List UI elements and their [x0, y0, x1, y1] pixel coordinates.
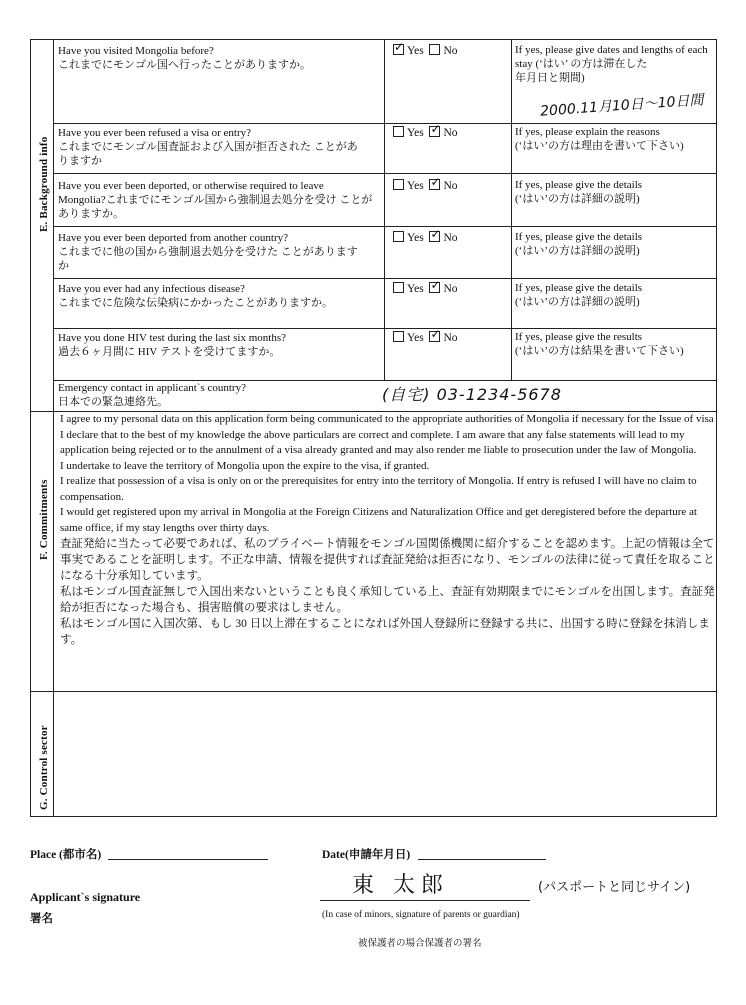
minor-note-en: (In case of minors, signature of parents or guardian): [322, 910, 520, 920]
yes-checkbox[interactable]: [393, 179, 404, 190]
detail-text-jp: (‘はい’の方は詳細の説明): [515, 296, 640, 308]
signature-field-line[interactable]: [320, 900, 530, 901]
row-divider: [53, 123, 716, 124]
detail-text-jp: (‘はい’の方は詳細の説明): [515, 193, 640, 205]
answer-visited-mongolia: [393, 44, 458, 57]
question-text-en: Have you visited Mongolia before?: [58, 45, 214, 57]
detail-visited-mongolia: [515, 43, 713, 85]
detail-text-jp: (‘はい’の方は詳細の説明): [515, 245, 640, 257]
question-text-jp: Mongolia?これまでにモンゴル国から強制退去処分を受け ことがありますか。: [58, 194, 373, 220]
answer-refused-visa: [393, 126, 458, 139]
date-field-line[interactable]: [418, 859, 546, 860]
answer-infectious-disease: [393, 282, 458, 295]
question-text-jp: これまでにモンゴル国査証および入国が拒否された ことがありますか: [58, 141, 358, 167]
no-checkbox[interactable]: [429, 331, 440, 342]
no-checkbox[interactable]: [429, 179, 440, 190]
no-label: No: [443, 45, 458, 57]
answer-column-divider: [384, 40, 385, 381]
emergency-text-jp: 日本での緊急連絡先。: [58, 396, 168, 408]
yes-label: Yes: [407, 283, 424, 295]
detail-text-en: If yes, please explain the reasons: [515, 126, 660, 138]
no-label: No: [443, 180, 458, 192]
commitment-paragraph: I would get registered upon my arrival in Mongolia at the Foreign Citizens and Naturalization Office and get deregistered before the departure at same office, if my stay lengths over thirty days.: [60, 506, 697, 534]
yes-checkbox[interactable]: [393, 126, 404, 137]
commitment-paragraph: I realize that possession of a visa is only on or the prerequisites for entry into the territory of Mongolia. If entry is refused I will have no claim to compensation.: [60, 475, 697, 503]
minor-note-jp: 被保護者の場合保護者の署名: [358, 939, 482, 949]
question-text-jp: これまでに危険な伝染病にかかったことがありますか。: [58, 297, 333, 309]
section-label-background: E. Background info: [38, 136, 50, 232]
row-divider: [53, 226, 716, 227]
question-refused-visa: [58, 126, 358, 168]
yes-label: Yes: [407, 232, 424, 244]
answer-hiv-test: [393, 331, 458, 344]
no-checkbox[interactable]: [429, 282, 440, 293]
question-text-en: Have you ever been deported from another country?: [58, 232, 288, 244]
detail-text-en: If yes, please give the details: [515, 179, 643, 191]
commitment-paragraph: I agree to my personal data on this application form being communicated to the appropriate authorities of Mongolia if necessary for the Issue of visa: [60, 413, 714, 425]
detail-column-divider: [511, 40, 512, 381]
detail-text-en: If yes, please give the details: [515, 282, 643, 294]
emergency-contact-label: [58, 381, 378, 409]
no-label: No: [443, 332, 458, 344]
commitment-paragraph: I declare that to the best of my knowledge the above particulars are correct and complete. I am aware that any false statements will lead to my application being rejected or to the annulment of a visa already granted and may also render me liable to prosecution under the law of Mongolia.: [60, 428, 697, 456]
question-deported-other: [58, 231, 358, 273]
visit-dates-handwritten: 2000.11月10日〜10日間: [539, 92, 704, 120]
detail-deported-other: [515, 230, 713, 258]
yes-checkbox[interactable]: [393, 282, 404, 293]
section-divider: [31, 691, 716, 692]
question-hiv-test: [58, 331, 383, 359]
question-deported-mongolia: [58, 179, 383, 221]
yes-checkbox[interactable]: [393, 44, 404, 55]
row-divider: [53, 173, 716, 174]
no-checkbox[interactable]: [429, 231, 440, 242]
answer-deported-mongolia: [393, 179, 458, 192]
yes-checkbox[interactable]: [393, 231, 404, 242]
place-field-line[interactable]: [108, 859, 268, 860]
signature-handwritten: 東 太郎: [352, 873, 449, 898]
yes-label: Yes: [407, 127, 424, 139]
question-text-en: Have you done HIV test during the last six months?: [58, 332, 287, 344]
no-checkbox[interactable]: [429, 126, 440, 137]
detail-text-en: If yes, please give the details: [515, 231, 643, 243]
commitments-text: [60, 412, 716, 648]
commitment-paragraph-jp: 査証発給に当たって必要であれば、私のプライベート情報をモンゴル国関係機関に紹介することを認めます。上記の情報は全て事実であることを証明します。不正な申請、情報を提供すれば査証発給は拒否になり、モンゴルの法律に従って責任を取ることになる十分承知しています。: [60, 538, 715, 582]
no-label: No: [443, 232, 458, 244]
signature-note-handwritten: (パスポートと同じサイン): [538, 880, 691, 895]
detail-text-jp: 年月日と期間): [515, 72, 585, 84]
detail-refused-visa: [515, 125, 713, 153]
question-text-jp: これまでにモンゴル国へ行ったことがありますか。: [58, 59, 311, 71]
detail-text-jp: (‘はい’の方は結果を書いて下さい): [515, 345, 684, 357]
yes-label: Yes: [407, 180, 424, 192]
question-visited-mongolia: [58, 44, 383, 72]
question-text-en: Have you ever been deported, or otherwise required to leave: [58, 180, 324, 192]
question-text-jp: これまでに他の国から強制退去処分を受けた ことがありますか: [58, 246, 358, 272]
row-divider: [53, 328, 716, 329]
commitment-paragraph-jp: 私はモンゴル国に入国次第、もし 30 日以上滞在することになれば外国人登録所に登録する共に、出国する時に登録を抹消します。: [60, 618, 710, 646]
no-label: No: [443, 283, 458, 295]
row-divider: [53, 278, 716, 279]
yes-label: Yes: [407, 332, 424, 344]
no-checkbox[interactable]: [429, 44, 440, 55]
detail-text-en: If yes, please give dates and lengths of each stay (‘はい’ の方は滞在した: [515, 44, 708, 70]
section-label-commitments: F. Commitments: [38, 479, 50, 560]
signature-label-jp: 署名: [30, 913, 53, 925]
question-text-jp: 過去６ヶ月間に HIV テストを受けてますか。: [58, 346, 281, 358]
yes-checkbox[interactable]: [393, 331, 404, 342]
no-label: No: [443, 127, 458, 139]
section-column-divider: [53, 40, 54, 816]
question-infectious-disease: [58, 282, 383, 310]
detail-text-en: If yes, please give the results: [515, 331, 643, 343]
commitment-paragraph: I undertake to leave the territory of Mongolia upon the expire to the visa, if granted.: [60, 459, 430, 472]
commitment-paragraph-jp: 私はモンゴル国査証無しで入国出来ないということも良く承知している上、査証有効期限までにモンゴルを出国します。査証発給が拒否になった場合も、損害賠償の要求はしません。: [60, 586, 715, 614]
section-label-control: G. Control sector: [38, 725, 50, 810]
detail-hiv-test: [515, 330, 713, 358]
signature-label: Applicant`s signature: [30, 890, 141, 904]
detail-text-jp: (‘はい’の方は理由を書いて下さい): [515, 140, 684, 152]
place-label: Place (都市名): [30, 849, 102, 861]
yes-label: Yes: [407, 45, 424, 57]
question-text-en: Have you ever had any infectious disease?: [58, 283, 245, 295]
answer-deported-other: [393, 231, 458, 244]
question-text-en: Have you ever been refused a visa or entry?: [58, 127, 252, 139]
emergency-contact-value: (自宅) 03-1234-5678: [382, 385, 562, 404]
detail-infectious-disease: [515, 281, 713, 309]
date-label: Date(申請年月日): [322, 849, 411, 861]
detail-deported-mongolia: [515, 178, 713, 206]
emergency-text-en: Emergency contact in applicant`s country?: [58, 382, 246, 394]
